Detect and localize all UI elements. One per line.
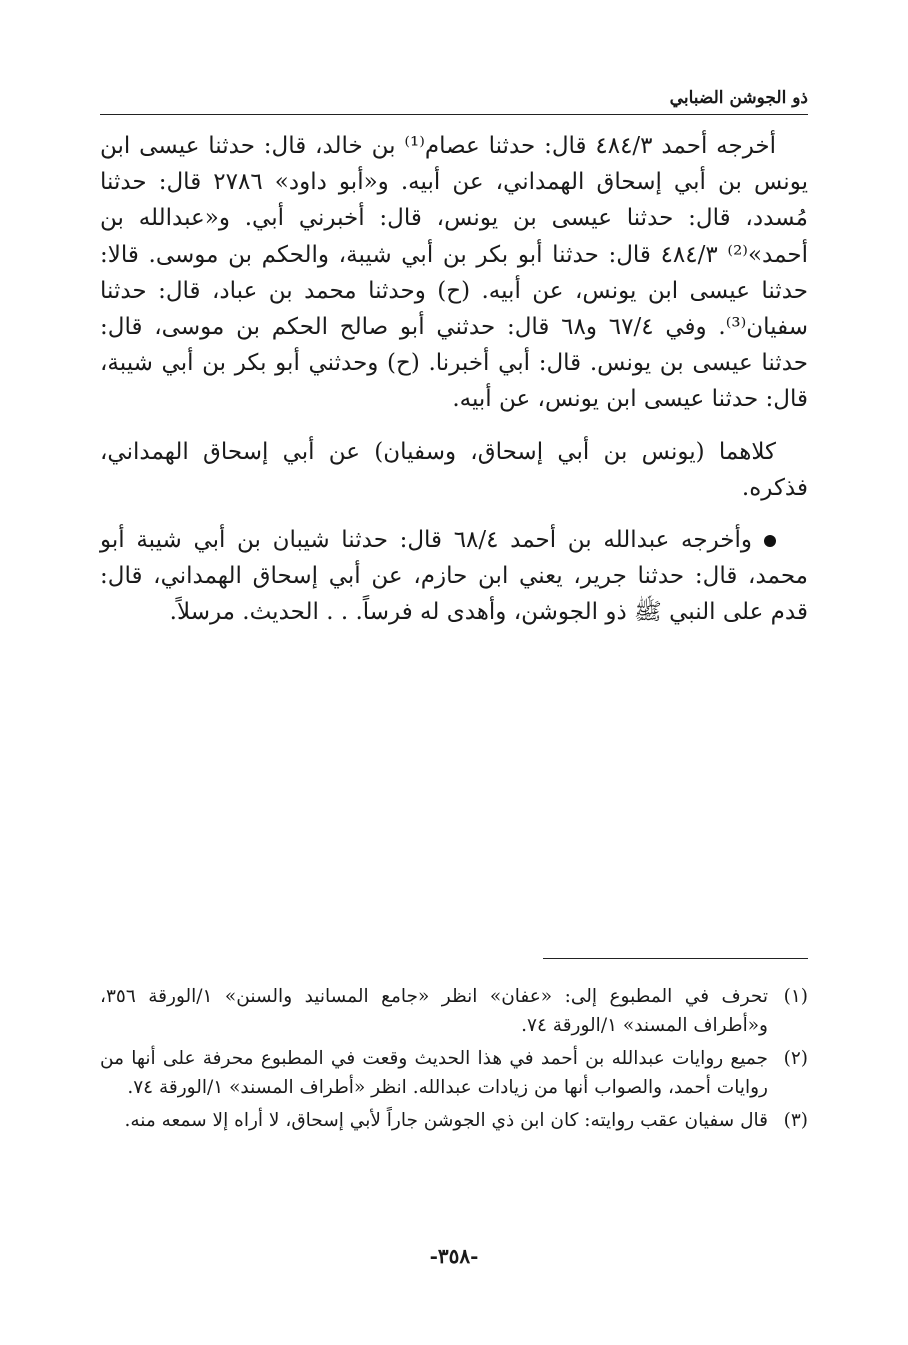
footnote-3 [100, 1106, 808, 1135]
paragraph-3 [100, 522, 808, 631]
paragraph-2: كلاهما (يونس بن أبي إسحاق، وسفيان) عن أبي إسحاق الهمداني، فذكره. [100, 438, 808, 501]
bullet-icon [764, 535, 776, 547]
footnote-number: (١) [783, 986, 808, 1007]
footnote-text: قال سفيان عقب روايته: كان ابن ذي الجوشن جاراً لأبي إسحاق، لا أراه إلا سمعه منه. [124, 1110, 768, 1131]
footnote-1 [100, 982, 808, 1040]
footnote-text: تحرف في المطبوع إلى: «عفان» انظر «جامع المسانيد والسنن» ١/الورقة ٣٥٦، و«أطراف المسند» ١/الورقة ٧٤. [100, 986, 768, 1036]
paragraph-1: أخرجه أحمد ٤٨٤/٣ قال: حدثنا عصام⁽¹⁾ بن خالد، قال: حدثنا عيسى ابن يونس بن أبي إسحاق الهمداني، عن أبيه. و«أبو داود» ٢٧٨٦ قال: حدثنا مُسدد، قال: حدثنا عيسى بن يونس، قال: أخبرني أبي. و«عبدالله بن أحمد»⁽²⁾ ٤٨٤/٣ قال: حدثنا أبو بكر بن أبي شيبة، والحكم بن موسى. قالا: حدثنا عيسى ابن يونس، عن أبيه. (ح) وحدثنا محمد بن عباد، قال: حدثنا سفيان⁽³⁾. وفي ٦٧/٤ و٦٨ قال: حدثني أبو صالح الحكم بن موسى، قال: حدثنا عيسى بن يونس. قال: أبي أخبرنا. (ح) وحدثني أبو بكر بن أبي شيبة، قال: حدثنا عيسى ابن يونس، عن أبيه. [100, 133, 809, 413]
footnotes [100, 982, 808, 1139]
paragraph-3-text: وأخرجه عبدالله بن أحمد ٦٨/٤ قال: حدثنا شيبان بن أبي شيبة أبو محمد، قال: حدثنا جرير، يعني ابن حازم، عن أبي إسحاق الهمداني، قال: قدم على النبي ﷺ ذو الجوشن، وأهدى له فرساً. . . الحديث. مرسلاً. [100, 527, 808, 626]
running-title: ذو الجوشن الضبابي [669, 88, 808, 108]
running-header [100, 88, 808, 115]
main-text [100, 128, 808, 631]
page-number: -٣٥٨- [429, 1244, 479, 1268]
footnote-separator [543, 958, 808, 959]
footnote-number: (٢) [783, 1048, 808, 1069]
footnote-text: جميع روايات عبدالله بن أحمد في هذا الحديث وقعت في المطبوع محرفة على أنها من روايات أحمد، والصواب أنها من زيادات عبدالله. انظر «أطراف المسند» ١/الورقة ٧٤. [100, 1048, 768, 1098]
footnote-2 [100, 1044, 808, 1102]
footnote-number: (٣) [783, 1110, 808, 1131]
